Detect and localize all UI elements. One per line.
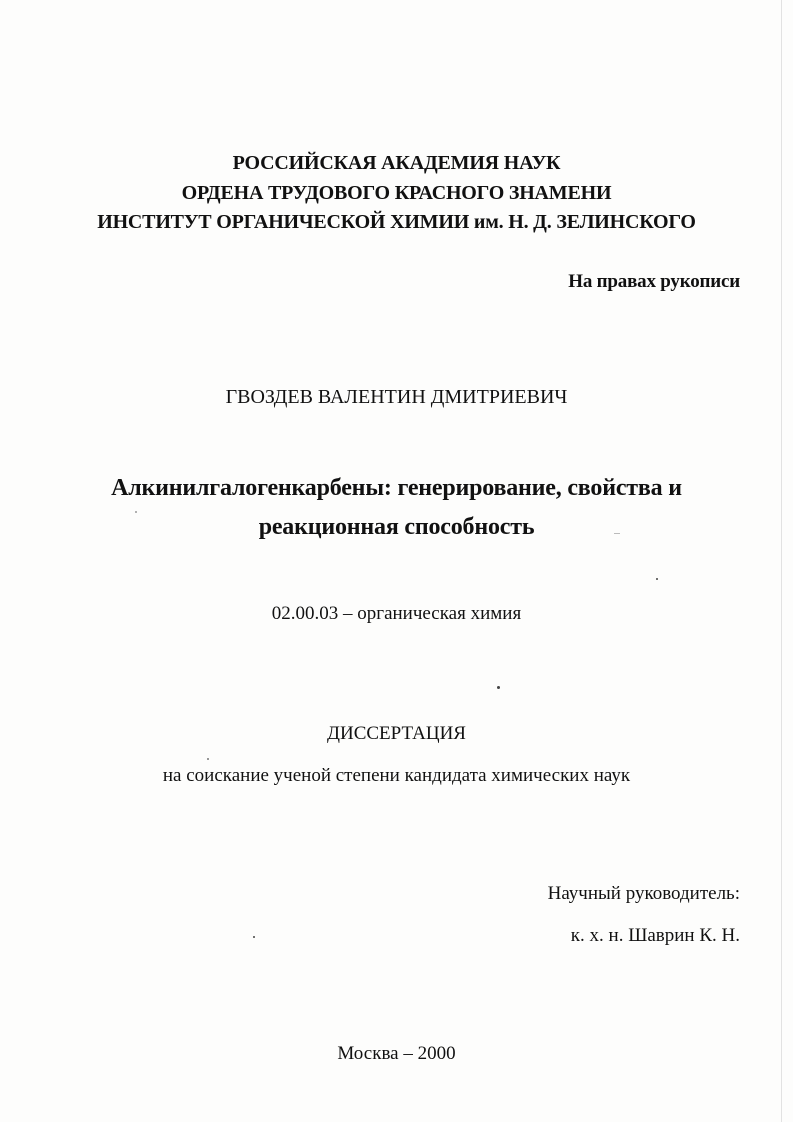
thesis-title-line-1: Алкинилгалогенкарбены: генерирование, свойства и xyxy=(111,475,682,501)
scan-speck xyxy=(656,578,658,580)
work-type: ДИССЕРТАЦИЯ xyxy=(327,723,466,744)
place-and-year: Москва – 2000 xyxy=(337,1043,456,1064)
author-name: ГВОЗДЕВ ВАЛЕНТИН ДМИТРИЕВИЧ xyxy=(225,386,568,408)
scan-speck xyxy=(497,686,500,689)
manuscript-note: На правах рукописи xyxy=(568,271,740,292)
scan-speck xyxy=(135,511,137,513)
thesis-title-line-2: реакционная способность xyxy=(258,514,535,540)
institution-line-3: ИНСТИТУТ ОРГАНИЧЕСКОЙ ХИМИИ им. Н. Д. ЗЕЛИНСКОГО xyxy=(97,211,696,233)
scan-speck xyxy=(253,936,255,938)
specialty-code: 02.00.03 – органическая химия xyxy=(271,603,522,624)
institution-line-2: ОРДЕНА ТРУДОВОГО КРАСНОГО ЗНАМЕНИ xyxy=(181,182,612,204)
institution-line-1: РОССИЙСКАЯ АКАДЕМИЯ НАУК xyxy=(232,152,561,174)
supervisor-name: к. х. н. Шаврин К. Н. xyxy=(570,925,740,946)
degree-statement: на соискание ученой степени кандидата химических наук xyxy=(162,765,631,786)
supervisor-label: Научный руководитель: xyxy=(547,883,740,904)
scan-speck xyxy=(207,758,209,760)
scan-speck xyxy=(614,533,620,534)
